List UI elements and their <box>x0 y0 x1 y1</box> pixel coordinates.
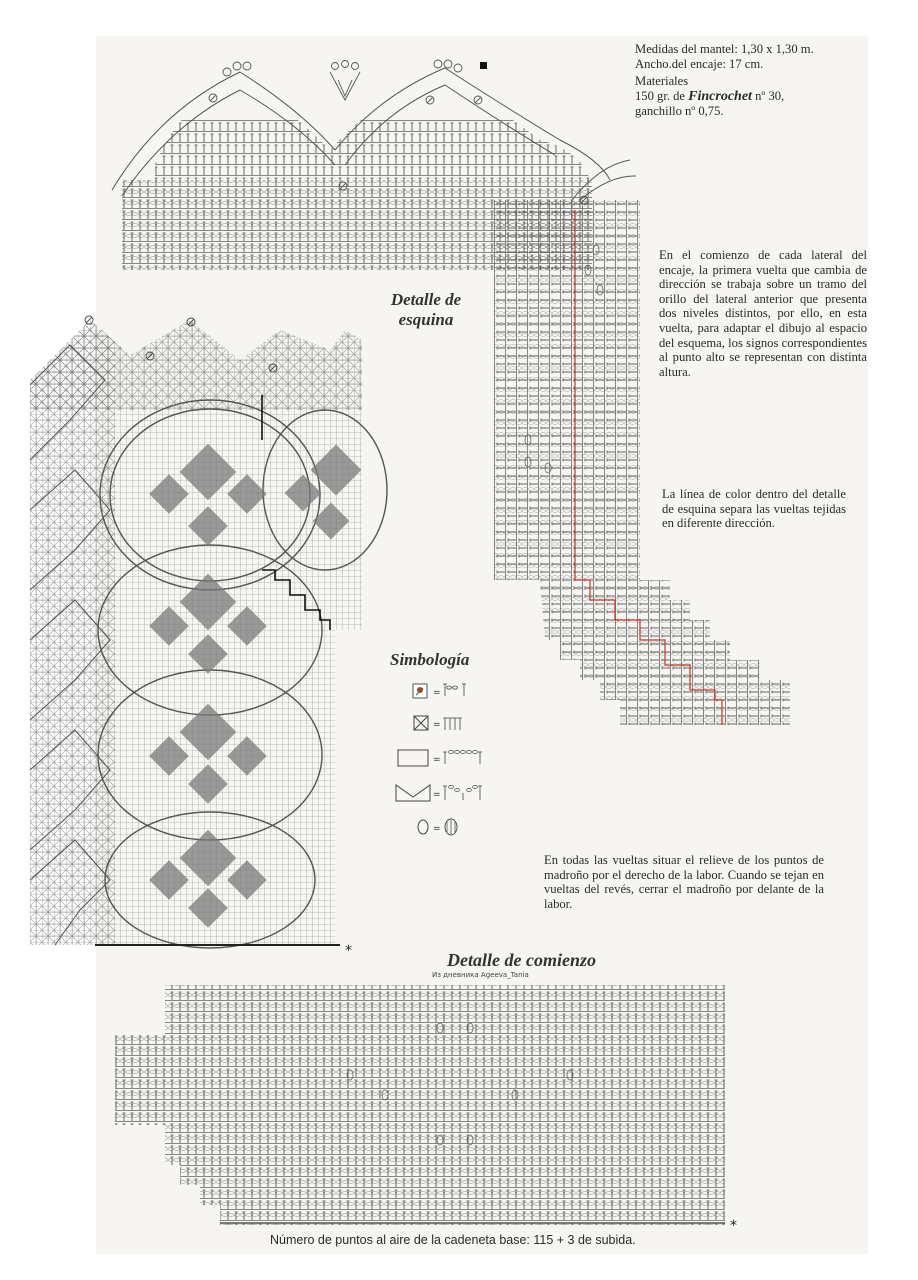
materials-title: Materiales <box>635 74 689 89</box>
symbol-legend <box>396 684 482 835</box>
symbols-heading: Simbología <box>390 650 470 669</box>
svg-text:=: = <box>433 755 441 765</box>
footer-note: Número de puntos al aire de la cadeneta base: 115 + 3 de subida. <box>270 1233 636 1247</box>
v-mesh-symbol <box>396 785 482 801</box>
start-marker <box>480 62 487 69</box>
svg-text:=: = <box>433 688 441 698</box>
width-line: Ancho.del encaje: 17 cm. <box>635 56 764 71</box>
corner-filet-chart <box>30 316 387 959</box>
hook-line: ganchillo nº 0,75. <box>635 104 724 119</box>
side-strip-chains <box>494 200 640 580</box>
filet-end-asterisk: * <box>345 943 352 959</box>
watermark: Из дневника Ageeva_Tania <box>432 971 529 979</box>
start-end-asterisk: * <box>730 1218 737 1234</box>
corner-heading-line2: esquina <box>398 310 454 329</box>
materials-prefix: 150 gr. de <box>635 88 689 103</box>
svg-text:=: = <box>433 790 441 800</box>
start-detail-chart <box>115 985 737 1234</box>
note-color-line: La línea de color dentro del detalle de esquina separa las vueltas tejidas en diferente dirección. <box>662 487 846 531</box>
open-rectangle-symbol <box>398 750 482 766</box>
svg-text:=: = <box>433 720 441 730</box>
brand-name: Fincrochet <box>688 88 752 104</box>
filled-square-symbol <box>413 684 466 698</box>
bobble-symbol <box>418 819 457 835</box>
note-lateral: En el comienzo de cada lateral del encaje, la primera vuelta que cambia de dirección se trabaja sobre un tramo del orillo del lateral anterior que presenta dos niveles distintos, por ello, en esta vuelta, para adaptar el dibujo al espacio del esquema, los signos correspondientes al punto alto se representan con distinta altura. <box>659 248 867 379</box>
materials-suffix: nº 30, <box>751 88 785 103</box>
crossed-square-symbol <box>414 716 462 730</box>
note-madrono: En todas las vueltas situar el relieve de los puntos de madroño por el derecho de la labor. Cuando se tejan en vueltas del revés, cerrar el madroño por delante de la labor. <box>544 853 824 911</box>
size-line: Medidas del mantel: 1,30 x 1,30 m. <box>635 42 814 56</box>
svg-text:=: = <box>433 824 441 834</box>
top-scallop-rows <box>155 120 595 180</box>
corner-heading-line1: Detalle de <box>390 290 462 309</box>
start-detail-heading: Detalle de comienzo <box>447 950 596 970</box>
